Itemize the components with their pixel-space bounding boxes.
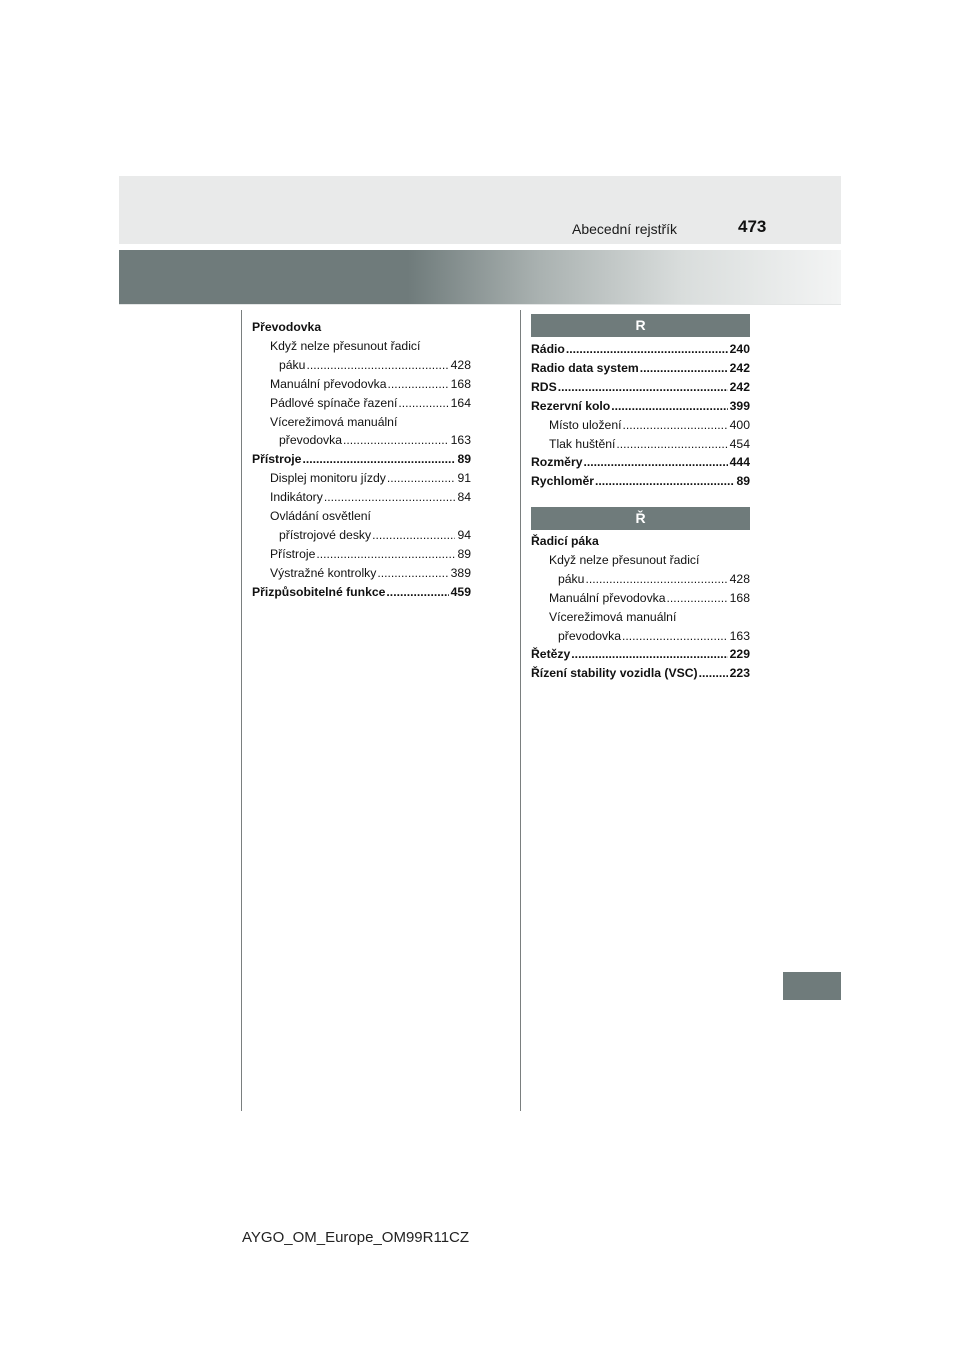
index-entry [531,435,750,454]
index-entry-page: 89 [736,474,750,489]
page-number: 473 [738,217,767,236]
index-entry [252,564,471,583]
dot-leader [571,645,727,664]
index-entry [252,526,471,545]
index-entry-label: Manuální převodovka [270,376,387,391]
index-entry [252,318,471,337]
index-entry [531,664,750,683]
chapter-tab [783,972,841,1000]
divider [119,304,841,305]
index-entry-page: 168 [450,376,471,391]
index-entry-label: Rezervní kolo [531,398,611,413]
index-entry-label: Řadicí páka [531,534,599,548]
index-entry-label: páku [279,357,306,372]
index-entry-label: Řízení stability vozidla (VSC) [531,666,698,681]
index-entry [252,469,471,488]
dot-leader [377,564,448,583]
index-entry-label: Indikátory [270,490,323,505]
index-entry-label: Manuální převodovka [549,590,666,605]
index-entry-label: Tlak huštění [549,436,616,451]
index-entry-label: Výstražné kontrolky [270,565,377,580]
dot-leader [372,526,455,545]
index-entry-label: Radio data system [531,360,639,375]
index-entry-page: 428 [729,571,750,586]
index-entry-page: 229 [729,647,750,662]
index-entry-label: Rozměry [531,455,583,470]
dot-leader [611,397,727,416]
index-section-r [531,340,750,491]
page-title: Abecední rejstřík [572,221,678,237]
index-entry-page: 242 [729,379,750,394]
index-entry-label: Rychloměr [531,474,594,489]
index-entry-page: 399 [729,398,750,413]
index-section-r-caron [531,532,750,683]
index-entry-page: 454 [729,436,750,451]
index-entry-label: Přístroje [252,452,302,467]
index-entry [531,416,750,435]
index-entry-label: Ovládání osvětlení [270,509,371,524]
index-entry [252,337,471,356]
index-entry-page: 242 [729,360,750,375]
dot-leader [566,340,728,359]
index-entry [252,545,471,564]
index-entry [252,394,471,413]
index-entry [531,608,750,627]
dot-leader [640,359,728,378]
index-entry [252,431,471,450]
left-column-rule [241,310,242,1111]
index-entry [252,583,471,602]
dot-leader [558,378,728,397]
index-entry-page: 168 [729,590,750,605]
index-entry-page: 164 [450,395,471,410]
dot-leader [386,583,448,602]
index-entry [531,397,750,416]
dot-leader [324,488,456,507]
index-entry-page: 428 [450,357,471,372]
index-entry-page: 91 [457,471,471,486]
index-entry [252,413,471,432]
index-entry [531,645,750,664]
dot-leader [306,356,448,375]
dot-leader [583,453,727,472]
index-entry [531,532,750,551]
index-entry-page: 163 [729,628,750,643]
dot-leader [616,435,727,454]
index-entry-page: 89 [457,546,471,561]
dot-leader [699,664,728,683]
index-entry-label: převodovka [558,628,622,643]
index-entry-label: Místo uložení [549,417,622,432]
index-entry-label: páku [558,571,585,586]
index-entry-page: 223 [729,666,750,681]
index-entry-label: přístrojové desky [279,527,372,542]
index-entry-label: RDS [531,379,557,394]
header-gradient-bar [119,250,841,304]
header-band [119,176,841,244]
dot-leader [302,450,455,469]
index-entry-label: Vícerežimová manuální [549,609,677,624]
index-entry [531,453,750,472]
index-entry [252,488,471,507]
index-entry [531,359,750,378]
dot-leader [316,545,455,564]
section-letter-r: R [531,314,750,337]
index-entry-label: Převodovka [252,320,322,334]
index-entry [252,356,471,375]
index-entry [531,340,750,359]
index-entry [531,627,750,646]
dot-leader [388,375,449,394]
index-entry [252,507,471,526]
dot-leader [387,469,456,488]
index-entry [252,375,471,394]
index-entry [252,450,471,469]
index-entry-label: převodovka [279,433,343,448]
dot-leader [595,472,734,491]
index-entry-label: Přizpůsobitelné funkce [252,584,386,599]
dot-leader [585,570,727,589]
index-entry-label: Přístroje [270,546,316,561]
dot-leader [667,589,728,608]
index-entry-label: Vícerežimová manuální [270,414,398,429]
index-entry [531,472,750,491]
index-entry [531,378,750,397]
dot-leader [398,394,448,413]
index-entry-page: 163 [450,433,471,448]
index-entry-page: 389 [450,565,471,580]
index-entry [531,589,750,608]
index-entry-label: Řetězy [531,647,571,662]
index-entry-page: 240 [729,342,750,356]
index-entry-label: Když nelze přesunout řadicí [270,338,421,353]
index-entry-page: 459 [450,584,471,599]
index-entry-page: 89 [457,452,471,467]
index-entry-label: Rádio [531,342,565,356]
index-entry [531,570,750,589]
dot-leader [343,431,449,450]
section-letter-r-caron: Ř [531,507,750,530]
index-entry-page: 94 [457,527,471,542]
index-entry [531,551,750,570]
dot-leader [622,416,727,435]
index-entry-label: Když nelze přesunout řadicí [549,552,700,567]
index-column-left [252,318,471,602]
index-entry-label: Pádlové spínače řazení [270,395,398,410]
index-entry-page: 444 [729,455,750,470]
index-entry-page: 400 [729,417,750,432]
dot-leader [622,627,728,646]
middle-column-rule [520,310,521,1111]
footer-doc-id: AYGO_OM_Europe_OM99R11CZ [242,1229,470,1246]
index-entry-label: Displej monitoru jízdy [270,471,386,486]
index-entry-page: 84 [457,490,471,505]
